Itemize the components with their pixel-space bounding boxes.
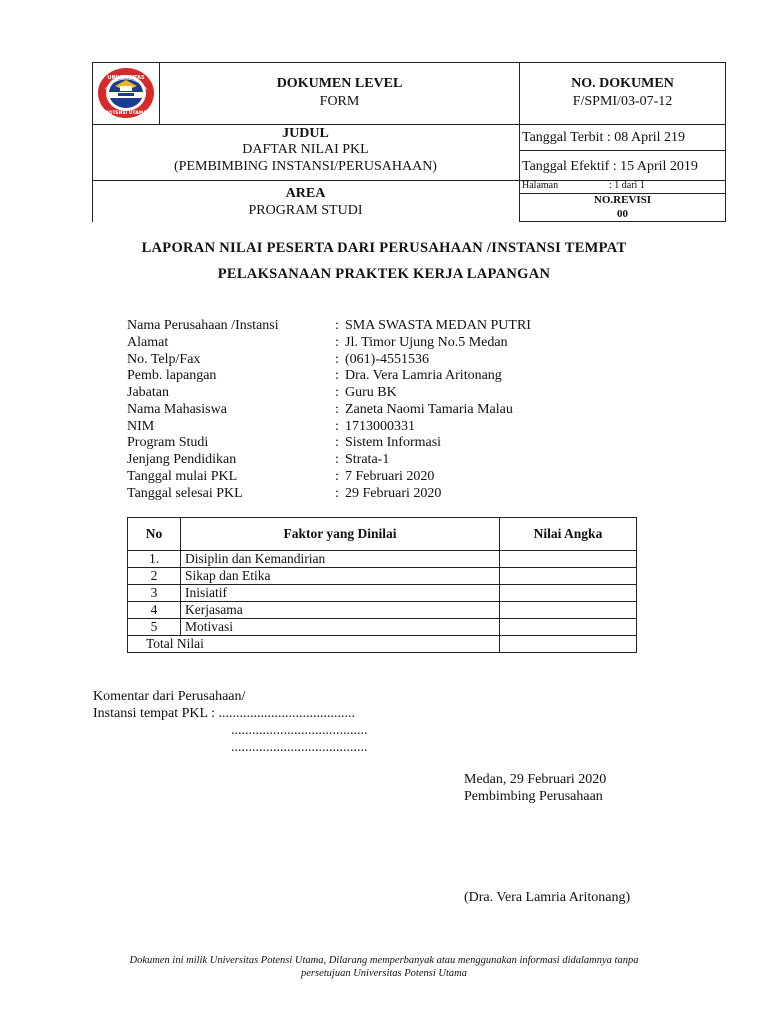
doc-no-label: NO. DOKUMEN: [571, 76, 674, 91]
col-header-nilai: Nilai Angka: [500, 518, 637, 551]
info-colon: :: [335, 402, 339, 417]
score-table-header: [128, 518, 637, 551]
info-value: SMA SWASTA MEDAN PUTRI: [345, 318, 531, 333]
signature-name: (Dra. Vera Lamria Aritonang): [464, 890, 631, 905]
info-row: [127, 418, 687, 435]
footer-note: [60, 954, 708, 980]
footer-line1: Dokumen ini milik Universitas Potensi Utama, Dilarang memperbanyak atau menggunakan informasi didalamnya tanpa: [129, 955, 639, 966]
info-label: Alamat: [127, 335, 169, 350]
info-row: [127, 367, 687, 384]
info-colon: :: [335, 486, 339, 501]
info-colon: :: [335, 435, 339, 450]
doc-no-value: F/SPMI/03-07-12: [572, 94, 673, 109]
total-row: [128, 636, 637, 653]
row-faktor: Disiplin dan Kemandirian: [181, 551, 500, 568]
header-border-right: [725, 62, 726, 222]
row-faktor: Kerjasama: [181, 602, 500, 619]
info-value: (061)-4551536: [345, 352, 429, 367]
info-value: Jl. Timor Ujung No.5 Medan: [345, 335, 508, 350]
info-row: [127, 351, 687, 368]
report-title-line2: PELAKSANAAN PRAKTEK KERJA LAPANGAN: [217, 266, 551, 282]
header-border-top: [92, 62, 726, 63]
info-colon: :: [335, 335, 339, 350]
comment-line4: .......................................: [231, 740, 368, 755]
row-nilai: [500, 619, 637, 636]
info-label: Nama Mahasiswa: [127, 402, 227, 417]
info-value: Guru BK: [345, 385, 397, 400]
row-no: 4: [128, 602, 181, 619]
no-revisi-label: NO.REVISI: [593, 194, 652, 206]
info-row: [127, 434, 687, 451]
info-colon: :: [335, 385, 339, 400]
info-row: [127, 317, 687, 334]
row-faktor: Sikap dan Etika: [181, 568, 500, 585]
doc-level-value: FORM: [319, 94, 360, 109]
table-row: [128, 568, 637, 585]
row-no: 5: [128, 619, 181, 636]
info-value: 29 Februari 2020: [345, 486, 442, 501]
judul-line1: DAFTAR NILAI PKL: [242, 142, 369, 157]
row-faktor: Inisiatif: [181, 585, 500, 602]
header-border-left: [92, 62, 93, 124]
signature-role: Pembimbing Perusahaan: [464, 789, 603, 804]
info-label: Jenjang Pendidikan: [127, 452, 237, 467]
info-label: Tanggal mulai PKL: [127, 469, 238, 484]
info-colon: :: [335, 368, 339, 383]
no-revisi-value: 00: [617, 208, 628, 220]
row-nilai: [500, 568, 637, 585]
row-no: 1.: [128, 551, 181, 568]
info-label: Nama Perusahaan /Instansi: [127, 318, 279, 333]
total-value: [500, 636, 637, 653]
header-border-bottom-right: [519, 221, 725, 222]
halaman-label: Halaman: [522, 180, 559, 191]
info-label: NIM: [127, 419, 155, 434]
tanggal-terbit: Tanggal Terbit : 08 April 219: [522, 130, 686, 145]
university-logo: [97, 67, 155, 119]
info-label: Pemb. lapangan: [127, 368, 217, 383]
svg-text:POTENSI UTAMA: POTENSI UTAMA: [105, 111, 147, 116]
score-table: [127, 517, 637, 653]
header-border-date: [519, 150, 725, 151]
table-row: [128, 551, 637, 568]
judul-label: JUDUL: [282, 126, 329, 141]
info-colon: :: [335, 318, 339, 333]
col-header-no: No: [128, 518, 181, 551]
info-colon: :: [335, 469, 339, 484]
info-colon: :: [335, 352, 339, 367]
info-row: [127, 384, 687, 401]
total-label: Total Nilai: [128, 636, 500, 653]
row-nilai: [500, 585, 637, 602]
judul-line2: (PEMBIMBING INSTANSI/PERUSAHAAN): [174, 159, 437, 174]
row-no: 2: [128, 568, 181, 585]
comment-line1: Komentar dari Perusahaan/: [93, 689, 246, 704]
info-value: Strata-1: [345, 452, 390, 467]
info-label: No. Telp/Fax: [127, 352, 201, 367]
comment-line2: Instansi tempat PKL : .......................................: [93, 706, 355, 721]
info-value: 1713000331: [345, 419, 415, 434]
info-row: [127, 485, 687, 502]
halaman-value: : 1 dari 1: [609, 180, 645, 191]
svg-text:UNIVERSITAS: UNIVERSITAS: [107, 75, 145, 81]
info-label: Jabatan: [127, 385, 169, 400]
table-row: [128, 602, 637, 619]
info-row: [127, 451, 687, 468]
info-value: Dra. Vera Lamria Aritonang: [345, 368, 502, 383]
info-colon: :: [335, 419, 339, 434]
table-row: [128, 619, 637, 636]
signature-place-date: Medan, 29 Februari 2020: [464, 772, 607, 787]
info-label: Tanggal selesai PKL: [127, 486, 243, 501]
table-row: [128, 585, 637, 602]
area-value: PROGRAM STUDI: [248, 203, 363, 218]
info-value: 7 Februari 2020: [345, 469, 435, 484]
area-label: AREA: [285, 186, 326, 201]
info-row: [127, 334, 687, 351]
info-row: [127, 468, 687, 485]
report-title-line1: LAPORAN NILAI PESERTA DARI PERUSAHAAN /INSTANSI TEMPAT: [141, 240, 627, 256]
row-nilai: [500, 602, 637, 619]
tanggal-efektif: Tanggal Efektif : 15 April 2019: [522, 159, 698, 174]
footer-line2: persetujuan Universitas Potensi Utama: [301, 968, 467, 979]
info-colon: :: [335, 452, 339, 467]
row-no: 3: [128, 585, 181, 602]
doc-level-label: DOKUMEN LEVEL: [276, 76, 403, 91]
info-value: Zaneta Naomi Tamaria Malau: [345, 402, 513, 417]
info-value: Sistem Informasi: [345, 435, 442, 450]
col-header-faktor: Faktor yang Dinilai: [181, 518, 500, 551]
document-header: [92, 62, 726, 222]
comment-line3: .......................................: [231, 723, 368, 738]
row-faktor: Motivasi: [181, 619, 500, 636]
row-nilai: [500, 551, 637, 568]
info-label: Program Studi: [127, 435, 209, 450]
info-row: [127, 401, 687, 418]
